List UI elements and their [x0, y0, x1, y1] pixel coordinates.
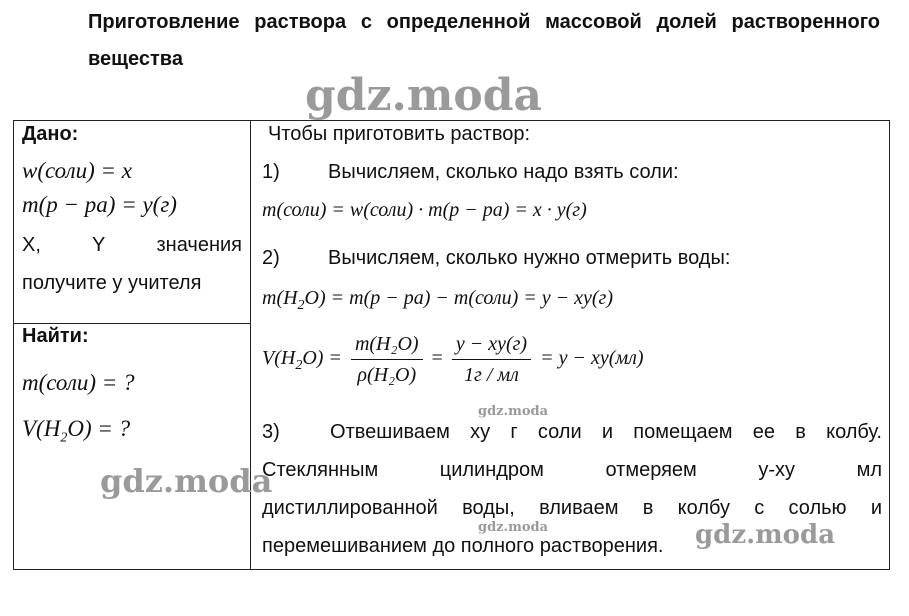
given-note-line1: X, Y значения: [22, 234, 242, 256]
watermark-logo: gdz.moda: [100, 462, 273, 500]
step2-formula-a-lhs: m(H: [262, 287, 298, 309]
row-divider: [14, 323, 251, 324]
step3-line1: [262, 413, 882, 451]
find-heading: Найти:: [22, 325, 89, 347]
step2-formula-volume-water: [262, 329, 882, 390]
step3-line4: перемешиванием до полного растворения.: [262, 535, 664, 557]
step2-line: [262, 247, 882, 270]
given-note-line2: получите у учителя: [22, 272, 202, 294]
step2-number: 2): [262, 247, 280, 269]
step3-line1-text: Отвешиваем xy г соли и помещаем ее в колбу.: [330, 421, 882, 443]
given-section: [22, 123, 242, 302]
find-formula-water-rhs: O) = ?: [67, 416, 131, 441]
fraction2-denominator: 1г / мл: [464, 364, 519, 386]
step1-number: 1): [262, 161, 280, 183]
find-formula-water-lhs: V(H: [22, 416, 61, 441]
given-formula-mass: m(р − ра) = y(г): [22, 192, 177, 217]
find-section: [22, 325, 242, 447]
step2-formula-a-sub: 2: [297, 298, 305, 313]
find-formula-water: [22, 416, 242, 447]
given-formula-fraction: w(соли) = x: [22, 158, 132, 183]
fraction-mass-over-density: [351, 329, 423, 390]
solution-table: [13, 120, 890, 570]
fraction-value-over-density: [452, 329, 531, 390]
solution-intro: Чтобы приготовить раствор:: [268, 123, 531, 145]
step3-number: 3): [262, 421, 280, 443]
fraction1-denominator: ρ(H₂O): [357, 364, 417, 386]
watermark-logo: gdz.moda: [478, 520, 549, 535]
step2-formula-b-sub: 2: [295, 358, 303, 374]
step2-formula-b-mid: O) =: [302, 347, 342, 370]
column-divider: [250, 121, 251, 569]
page-title: Приготовление раствора с определенной массовой долей растворенного вещества: [88, 11, 880, 70]
step3-block: [262, 413, 882, 565]
step3-line3: дистиллированной воды, вливаем в колбу с солью и: [262, 497, 882, 519]
find-formula-salt: m(соли) = ?: [22, 370, 135, 395]
step2-formula-b-end: = y − xy(мл): [540, 347, 644, 370]
watermark-logo: gdz.moda: [478, 404, 549, 419]
step1-formula: m(соли) = w(соли) · m(р − ра) = x · y(г): [262, 199, 587, 221]
watermark-logo: gdz.moda: [695, 520, 836, 550]
step2-formula-a-rhs: O) = m(р − ра) − m(соли) = y − xy(г): [304, 287, 614, 309]
fraction2-numerator: y − xy(г): [452, 329, 531, 360]
given-heading: Дано:: [22, 123, 79, 145]
step1-text: Вычисляем, сколько надо взять соли:: [328, 161, 679, 183]
step2-formula-mass-water: [262, 287, 882, 314]
step2-formula-b-lhs: V(H: [262, 347, 296, 370]
fraction1-numerator: m(H₂O): [351, 329, 423, 360]
step3-line2: Стеклянным цилиндром отмеряем y-xy мл: [262, 459, 882, 481]
equals-sign: =: [431, 347, 443, 370]
step1-line: [262, 161, 882, 184]
find-formula-water-sub: 2: [60, 430, 68, 446]
step2-text: Вычисляем, сколько нужно отмерить воды:: [328, 247, 731, 269]
watermark-logo: gdz.moda: [305, 70, 543, 121]
